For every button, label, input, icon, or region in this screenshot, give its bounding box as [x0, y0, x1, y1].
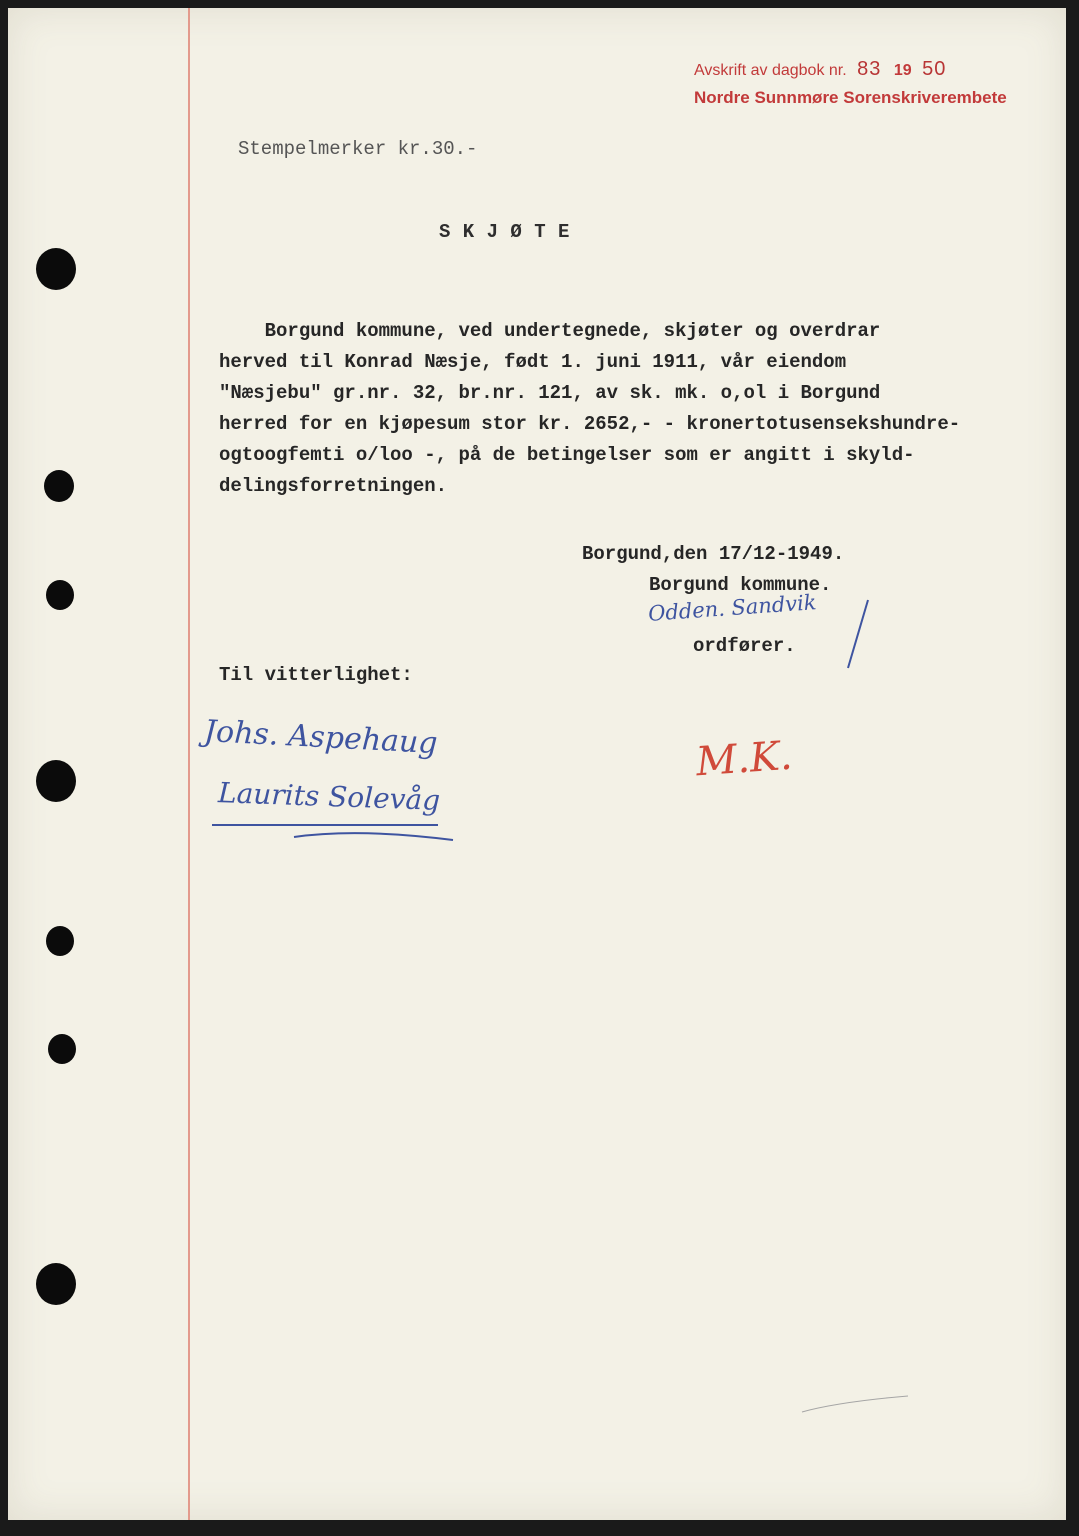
punch-hole	[36, 1263, 76, 1305]
stamp-year-suffix: 50	[922, 58, 947, 80]
punch-hole	[48, 1034, 76, 1064]
signatory-title: ordfører.	[693, 635, 796, 657]
punch-hole	[46, 580, 74, 610]
punch-hole	[36, 760, 76, 802]
margin-line	[188, 8, 190, 1520]
witness-label: Til vitterlighet:	[219, 664, 413, 686]
stamp-prefix: Avskrift av dagbok nr.	[694, 62, 847, 79]
document-title: S K J Ø T E	[439, 221, 570, 243]
witness-signature: Johs. Aspehaug	[203, 713, 439, 762]
punch-hole	[46, 926, 74, 956]
punch-hole	[36, 248, 76, 290]
stamp-duty-line: Stempelmerker kr.30.-	[238, 138, 478, 160]
registry-stamp-line2: Nordre Sunnmøre Sorenskriverembete	[694, 88, 1007, 107]
body-line: ogtoogfemti o/loo -, på de betingelser som er angitt i skyld-	[219, 444, 915, 466]
body-line: Borgund kommune, ved undertegnede, skjøter og overdrar	[219, 320, 881, 342]
body-line: herved til Konrad Næsje, født 1. juni 1911, vår eiendom	[219, 351, 847, 373]
witness-signature: Laurits Solevåg	[217, 776, 441, 817]
place-date: Borgund,den 17/12-1949.	[582, 543, 845, 565]
signature-stroke-icon	[838, 596, 878, 676]
mayor-signature: Odden. Sandvik	[647, 590, 818, 626]
registry-stamp-line1	[694, 58, 946, 81]
body-line: herred for en kjøpesum stor kr. 2652,- - kronertotusensekshundre-	[219, 413, 961, 435]
punch-hole	[44, 470, 74, 502]
stamp-year-prefix: 19	[893, 62, 912, 79]
body-line: "Næsjebu" gr.nr. 32, br.nr. 121, av sk. mk. o,ol i Borgund	[219, 382, 881, 404]
stamp-dagbok-number: 83	[857, 58, 882, 80]
signatory-organization: Borgund kommune.	[649, 574, 832, 596]
document-page	[8, 8, 1066, 1520]
red-initials: M.K.	[694, 732, 794, 786]
body-line: delingsforretningen.	[219, 475, 448, 497]
pencil-mark-icon	[798, 1390, 918, 1420]
